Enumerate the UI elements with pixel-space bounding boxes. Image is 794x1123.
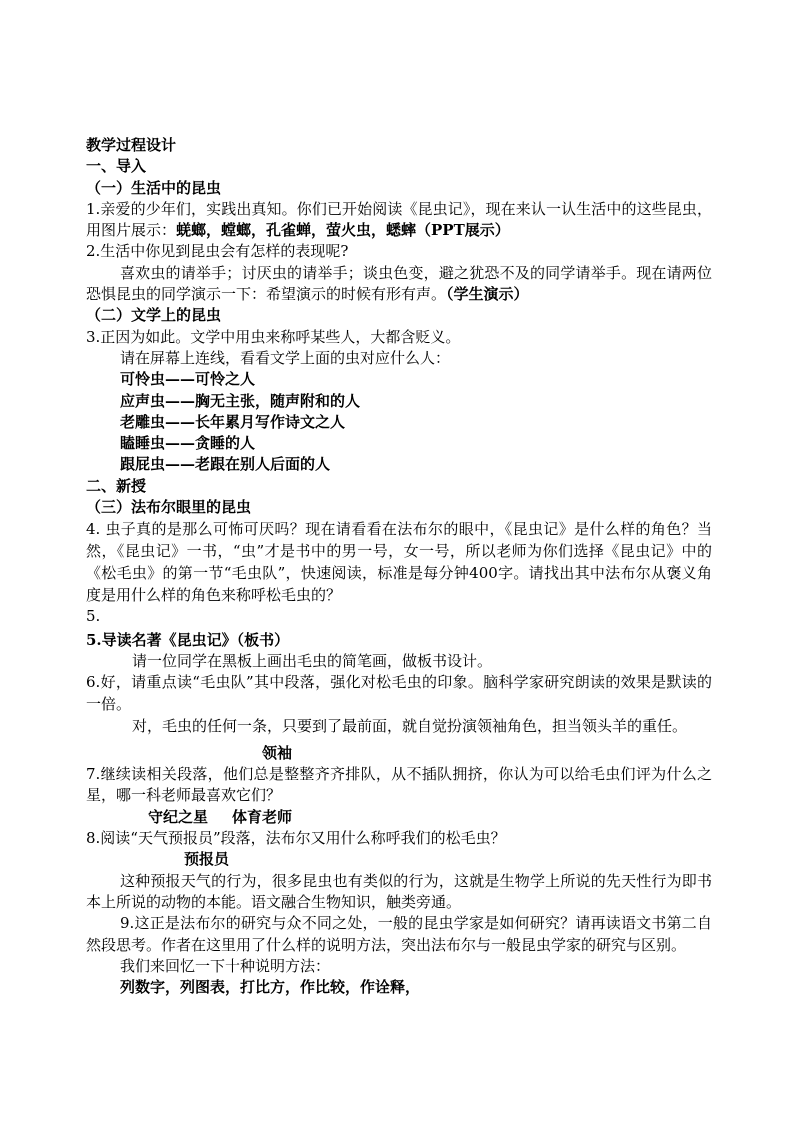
match-item: 老雕虫——长年累月写作诗文之人 (120, 412, 346, 431)
paragraph-12: 7.继续读相关段落，他们总是整整齐齐排队，从不插队拥挤，你认为可以给毛虫们评为什么之星，哪一科老师最喜欢它们？ (86, 765, 712, 805)
keyword-leader: 领袖 (262, 743, 293, 762)
paragraph-1-text: 1.亲爱的少年们，实践出真知。你们已开始阅读《昆虫记》，现在来认一认生活中的这些昆虫，用图片展示： (86, 199, 712, 240)
match-item: 跟屁虫——老跟在别人后面的人 (120, 455, 331, 474)
paragraph-9: 请一位同学在黑板上画出毛虫的简笔画，做板书设计。 (132, 651, 493, 670)
paragraph-3 (86, 263, 712, 306)
section-heading-new: 二、新授 (86, 476, 147, 495)
paragraph-6: 4. 虫子真的是那么可怖可厌吗？现在请看看在法布尔的眼中，《昆虫记》是什么样的角色？当然，《昆虫记》一书，“虫”才是书中的男一号，女一号，所以老师为你们选择《昆虫记》中的《松毛虫》的第一节“毛虫队”，快速阅读，标准是每分钟400字。请找出其中法布尔从褒义角度是用什么样的角色来称呼松毛虫的？ (86, 520, 712, 605)
paragraph-17: 列数字，列图表，打比方，作比较，作诠释， (120, 978, 421, 997)
paragraph-4: 3.正因为如此。文学中用虫来称呼某些人，大都含贬义。 (86, 327, 461, 346)
paragraph-13: 8.阅读“天气预报员”段落，法布尔又用什么称呼我们的松毛虫？ (86, 829, 506, 848)
doc-title: 教学过程设计 (86, 136, 177, 154)
paragraph-14: 这种预报天气的行为，很多昆虫也有类似的行为，这就是生物学上所说的先天性行为即书本上所说的动物的本能。语文融合生物知识，触类旁通。 (86, 871, 712, 911)
paragraph-8: 5.导读名著《昆虫记》（板书） (86, 630, 290, 649)
subheading-fabre-insects: （三）法布尔眼里的昆虫 (86, 498, 252, 517)
keyword-star: 守纪之星 (148, 807, 209, 826)
subheading-life-insects: （一）生活中的昆虫 (86, 178, 222, 197)
paragraph-7: 5. (86, 607, 101, 626)
match-item: 应声虫——胸无主张，随声附和的人 (120, 391, 361, 410)
paragraph-2: 2.生活中你见到昆虫会有怎样的表现呢? (86, 242, 349, 261)
paragraph-11: 对，毛虫的任何一条，只要到了最前面，就自觉扮演领袖角色，担当领头羊的重任。 (132, 716, 688, 735)
keyword-forecaster: 预报员 (184, 850, 230, 869)
paragraph-1-bold: 蜣螂，螳螂，孔雀蝉，萤火虫，蟋蟀（PPT展示） (176, 221, 510, 240)
match-item: 瞌睡虫——贪睡的人 (120, 434, 256, 453)
keyword-pe-teacher: 体育老师 (232, 807, 293, 826)
keyword-row (86, 807, 712, 828)
subheading-literary-insects: （二）文学上的昆虫 (86, 306, 222, 325)
paragraph-10: 6.好，请重点读“毛虫队”其中段落，强化对松毛虫的印象。脑科学家研究朗读的效果是默读的一倍。 (86, 673, 712, 713)
paragraph-3-bold: （学生演示） (446, 285, 529, 304)
paragraph-15: 9.这正是法布尔的研究与众不同之处，一般的昆虫学家是如何研究？请再读语文书第二自然段思考。作者在这里用了什么样的说明方法，突出法布尔与一般昆虫学家的研究与区别。 (86, 914, 712, 954)
document-body (86, 135, 712, 998)
section-heading-intro: 一、导入 (86, 157, 147, 176)
match-item: 可怜虫——可怜之人 (120, 370, 256, 389)
paragraph-5: 请在屏幕上连线，看看文学上面的虫对应什么人： (120, 348, 451, 367)
paragraph-3-text: 喜欢虫的请举手；讨厌虫的请举手；谈虫色变，避之犹恐不及的同学请举手。现在请两位恐惧昆虫的同学演示一下：希望演示的时候有形有声。 (86, 263, 712, 304)
paragraph-1 (86, 199, 712, 242)
paragraph-16: 我们来回忆一下十种说明方法： (120, 956, 331, 975)
